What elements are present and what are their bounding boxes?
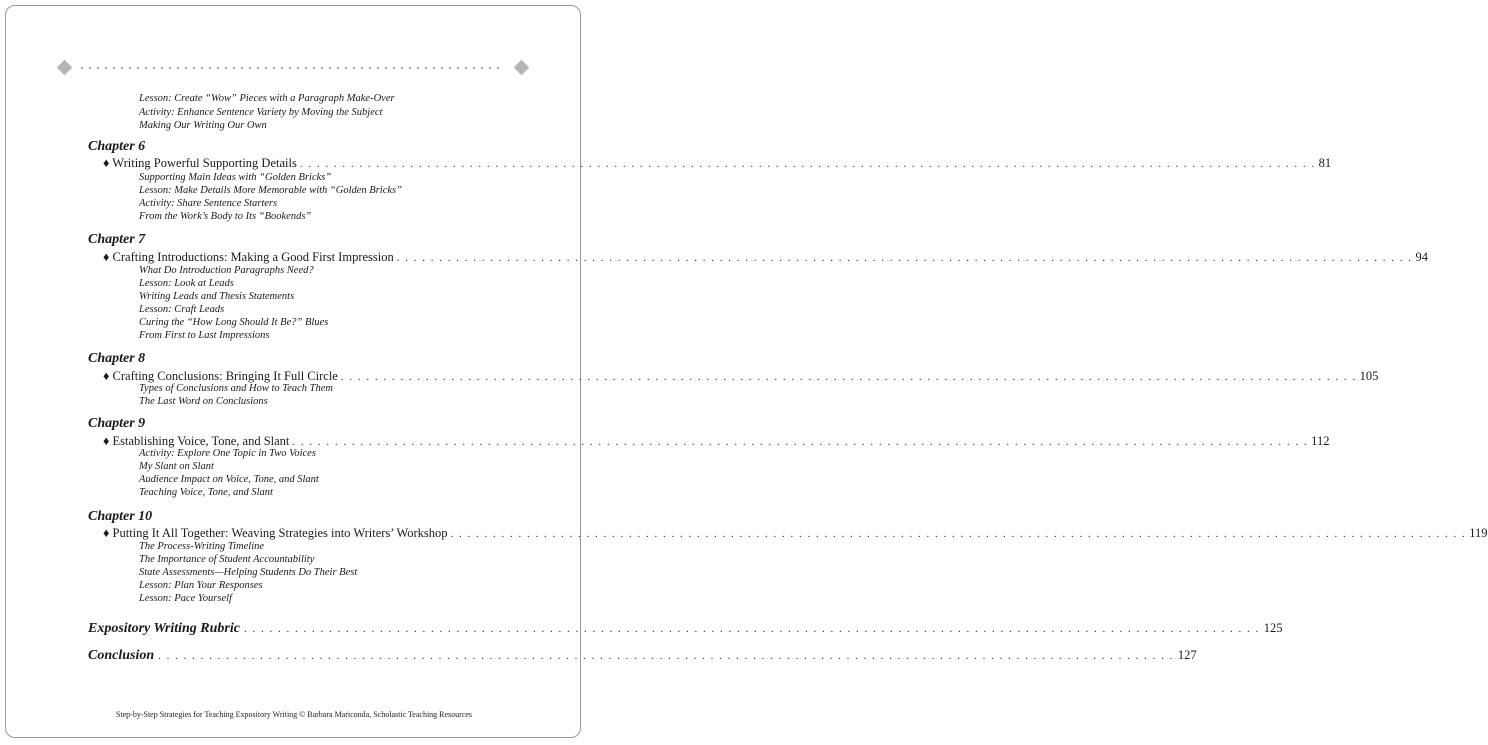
toc-subitem: The Last Word on Conclusions [139,396,268,407]
chapter-heading: Chapter 7 [88,232,146,247]
toc-entry-rubric[interactable] [88,621,1283,637]
chapter-heading: Chapter 6 [88,139,146,154]
toc-subitem: Activity: Explore One Topic in Two Voices [139,448,316,459]
page-footer: Step-by-Step Strategies for Teaching Expository Writing © Barbara Mariconda, Scholastic Teaching Resources [115,710,473,719]
toc-subitem: Lesson: Pace Yourself [139,593,232,604]
chapter-heading: Chapter 9 [88,416,146,431]
entry-title: Crafting Introductions: Making a Good First Impression [112,250,394,264]
toc-subitem: From the Work’s Body to Its “Bookends” [139,211,312,222]
toc-entry[interactable] [103,156,1332,171]
page-number: 81 [1318,156,1332,170]
toc-entry[interactable] [103,434,1330,449]
toc-subitem: Types of Conclusions and How to Teach Them [139,383,333,394]
toc-subitem: From First to Last Impressions [139,330,270,341]
page-number: 127 [1177,648,1197,662]
diamond-bullet-icon: ♦ [103,369,110,383]
dot-leader: . . . . . . . . . . . . . . . . . . . . . . . . . . . . . . . . . . . . . . . . . . . . . . . . . . . . . . . . . . . . . . . . . . . . . . . . . . . . . . . . . . . . . . . . . . . . . . . . . . . . . . . . . . . . . . . . . . . . . . . . [340,371,1357,383]
toc-subitem: Lesson: Plan Your Responses [139,580,263,591]
entry-title: Putting It All Together: Weaving Strategies into Writers’ Workshop [112,526,448,540]
toc-subitem: The Process-Writing Timeline [139,541,265,552]
toc-entry[interactable] [103,250,1428,265]
chapter-heading: Chapter 8 [88,351,146,366]
dot-leader: . . . . . . . . . . . . . . . . . . . . . . . . . . . . . . . . . . . . . . . . . . . . . . . . . . . . . . . . . . . . . . . . . . . . . . . . . . . . . . . . . . . . . . . . . . . . . . . . . . . . . . . . . . . . . . . . . . . . . . . . [396,252,1413,264]
toc-subitem: Lesson: Look at Leads [139,278,234,289]
dot-leader: . . . . . . . . . . . . . . . . . . . . . . . . . . . . . . . . . . . . . . . . . . . . . . . . . . . . . . . . . . . . . . . . . . . . . . . . . . . . . . . . . . . . . . . . . . . . . . . . . . . . . . . . . . . . . . . . . . . . . . . . [158,650,1174,662]
toc-subitem: Activity: Enhance Sentence Variety by Moving the Subject [139,107,383,118]
toc-subitem: Lesson: Craft Leads [139,304,225,315]
dot-leader: . . . . . . . . . . . . . . . . . . . . . . . . . . . . . . . . . . . . . . . . . . . . . . . . . . . . . . . . . . . . . . . . . . . . . . . . . . . . . . . . . . . . . . . . . . . . . . . . . . . . . . . . . . . . . . . . . . . . . . . . [450,528,1467,540]
toc-subitem: Curing the “How Long Should It Be?” Blues [139,317,329,328]
chapter-heading: Chapter 10 [88,509,153,524]
toc-subitem: Teaching Voice, Tone, and Slant [139,487,273,498]
diamond-bullet-icon: ♦ [103,526,110,540]
entry-title: Crafting Conclusions: Bringing It Full Circle [112,369,338,383]
toc-subitem: Lesson: Create “Wow” Pieces with a Paragraph Make-Over [139,93,395,104]
page-number: 112 [1311,434,1330,448]
page-number: 105 [1359,369,1379,383]
entry-title: Writing Powerful Supporting Details [112,156,297,170]
dot-leader: . . . . . . . . . . . . . . . . . . . . . . . . . . . . . . . . . . . . . . . . . . . . . . . . . . . . . . . . . . . . . . . . . . . . . . . . . . . . . . . . . . . . . . . . . . . . . . . . . . . . . . . . . . . . . . . . . . . . . . . . [292,436,1309,448]
dot-leader: . . . . . . . . . . . . . . . . . . . . . . . . . . . . . . . . . . . . . . . . . . . . . . . . . . . . . . . . . . . . . . . . . . . . . . . . . . . . . . . . . . . . . . . . . . . . . . . . . . . . . . . . . . . . . . . . . . . . . . . . [243,623,1260,635]
diamond-bullet-icon: ♦ [103,250,110,264]
diamond-bullet-icon: ♦ [103,434,110,448]
toc-subitem: Lesson: Make Details More Memorable with “Golden Bricks” [139,185,402,196]
toc-subitem: Supporting Main Ideas with “Golden Bricks” [139,172,332,183]
toc-subitem: Activity: Share Sentence Starters [139,198,278,209]
page-number: 125 [1263,621,1283,635]
dot-leader: . . . . . . . . . . . . . . . . . . . . . . . . . . . . . . . . . . . . . . . . . . . . . . . . . . . . . . . . . . . . . . . . . . . . . . . . . . . . . . . . . . . . . . . . . . . . . . . . . . . . . . . . . . . . . . . . . . . . . . . . [299,158,1316,170]
diamond-bullet-icon: ♦ [103,156,110,170]
toc-subitem: Writing Leads and Thesis Statements [139,291,295,302]
toc-subitem: Audience Impact on Voice, Tone, and Slant [139,474,319,485]
toc-subitem: My Slant on Slant [139,461,214,472]
toc-entry[interactable] [103,526,1488,541]
toc-entry[interactable] [103,369,1379,384]
entry-title: Conclusion [88,648,155,663]
page-number: 119 [1469,526,1488,540]
toc-subitem: Making Our Writing Our Own [139,120,267,131]
entry-title: Expository Writing Rubric [88,621,240,636]
page-number: 94 [1415,250,1428,264]
toc-subitem: The Importance of Student Accountability [139,554,315,565]
entry-title: Establishing Voice, Tone, and Slant [112,434,290,448]
toc-entry-conclusion[interactable] [88,648,1197,664]
toc-subitem: What Do Introduction Paragraphs Need? [139,265,314,276]
toc-subitem: State Assessments—Helping Students Do Their Best [139,567,358,578]
